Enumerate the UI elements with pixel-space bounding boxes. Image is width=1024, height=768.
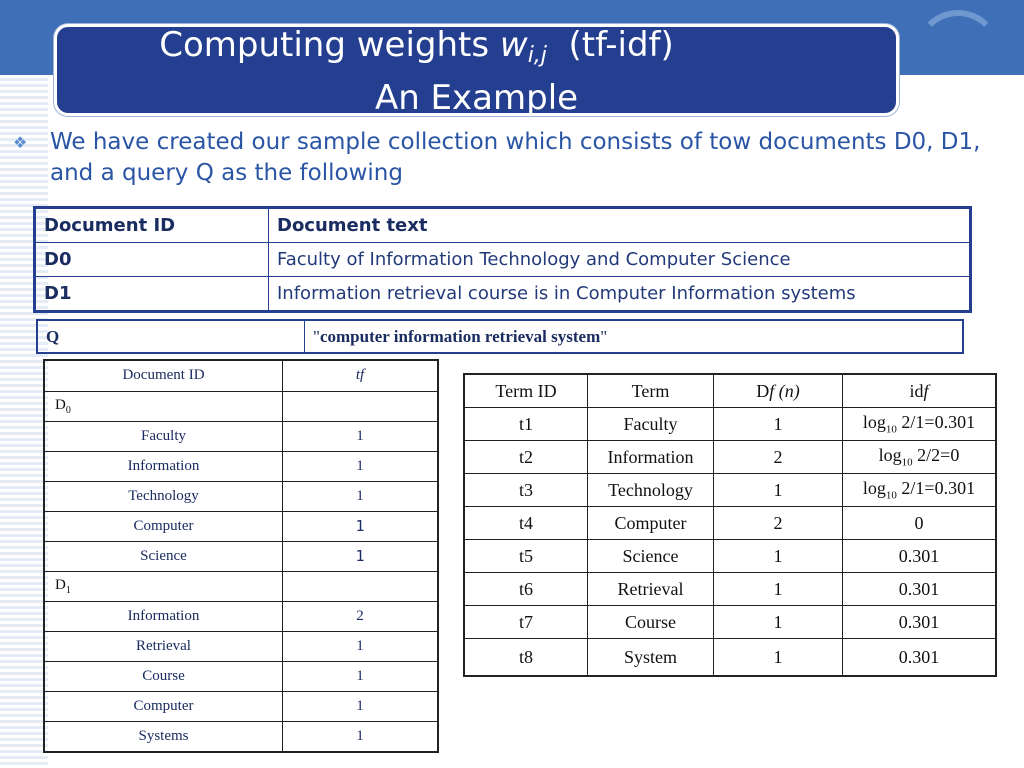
log-base: 10: [885, 489, 897, 502]
table-row: [464, 408, 996, 441]
empty-cell: [283, 391, 439, 421]
tf-cell: 1: [283, 541, 439, 571]
idf-expression: 2/1=0.301: [901, 412, 976, 433]
table-row: [44, 451, 438, 481]
header-term: Term: [588, 374, 714, 408]
title-w: w: [499, 25, 528, 65]
doc-id: D1: [35, 277, 269, 312]
tf-cell: 1: [283, 481, 439, 511]
table-row: [44, 511, 438, 541]
table-row: [464, 573, 996, 606]
df-cell: 1: [714, 606, 843, 639]
df-cell: 1: [714, 573, 843, 606]
term-id-cell: t6: [464, 573, 588, 606]
bullet-text: We have created our sample collection which consists of tow documents D0, D1, and a query Q as the following: [50, 129, 981, 186]
tf-cell: 1: [283, 631, 439, 661]
term-cell: System: [588, 639, 714, 677]
idf-f: f: [923, 380, 929, 401]
term-cell: Course: [588, 606, 714, 639]
term-id-cell: t3: [464, 474, 588, 507]
close-quote: ": [600, 326, 608, 346]
term-id-cell: t5: [464, 540, 588, 573]
group-row: [44, 391, 438, 421]
table-header-row: [44, 360, 438, 391]
term-cell: Faculty: [44, 421, 283, 451]
term-id-cell: t7: [464, 606, 588, 639]
table-row: [464, 507, 996, 540]
tf-cell: 2: [283, 601, 439, 631]
idf-cell: 0.301: [843, 606, 997, 639]
table-row: [44, 481, 438, 511]
side-stripes: [0, 75, 48, 768]
empty-cell: [283, 571, 439, 601]
slide-title: [54, 24, 899, 119]
table-row: [44, 631, 438, 661]
df-cell: 1: [714, 639, 843, 677]
query-cell: [305, 320, 964, 353]
df-cell: 2: [714, 441, 843, 474]
idf-table: [463, 373, 997, 677]
log-base: 10: [901, 456, 913, 469]
df-cell: 2: [714, 507, 843, 540]
df-cell: 1: [714, 540, 843, 573]
group-subscript: 1: [65, 584, 71, 596]
tf-cell: 1: [283, 421, 439, 451]
table-row: [44, 661, 438, 691]
tf-label: tf: [355, 367, 365, 384]
idf-cell: 0.301: [843, 639, 997, 677]
df-d: D: [756, 380, 770, 401]
term-cell: Computer: [44, 511, 283, 541]
table-row: [44, 541, 438, 571]
term-cell: Technology: [588, 474, 714, 507]
table-row: [44, 721, 438, 752]
tf-cell: 1: [283, 511, 439, 541]
idf-cell: 0: [843, 507, 997, 540]
term-id-cell: t8: [464, 639, 588, 677]
header-tf: [283, 360, 439, 391]
group-subscript: 0: [65, 404, 71, 416]
term-cell: Information: [44, 601, 283, 631]
df-cell: 1: [714, 474, 843, 507]
table-row: [464, 606, 996, 639]
tf-cell: 1: [283, 451, 439, 481]
table-row: [464, 441, 996, 474]
doc-id: D0: [35, 243, 269, 277]
log-base: 10: [885, 423, 897, 436]
table-row: [35, 277, 971, 312]
table-row: [44, 691, 438, 721]
term-cell: Retrieval: [44, 631, 283, 661]
title-tail: (tf-idf): [568, 25, 674, 65]
header-document-text: Document text: [269, 208, 971, 243]
table-row: [44, 421, 438, 451]
table-row: [464, 474, 996, 507]
group-letter: D: [55, 576, 66, 593]
term-id-cell: t2: [464, 441, 588, 474]
idf-cell: 0.301: [843, 540, 997, 573]
header-idf: [843, 374, 997, 408]
term-cell: Information: [44, 451, 283, 481]
idf-expression: 2/2=0: [917, 445, 960, 466]
idf-expression: 2/1=0.301: [901, 478, 976, 499]
term-cell: Computer: [588, 507, 714, 540]
table-row: [464, 639, 996, 677]
tf-cell: 1: [283, 691, 439, 721]
idf-id: id: [909, 380, 924, 401]
diamond-bullet-icon: ❖: [13, 133, 28, 152]
group-label: [44, 391, 283, 421]
doc-text: Information retrieval course is in Computer Information systems: [269, 277, 971, 312]
term-cell: Systems: [44, 721, 283, 752]
term-cell: Course: [44, 661, 283, 691]
table-row: [35, 243, 971, 277]
idf-cell: [843, 474, 997, 507]
term-cell: Science: [44, 541, 283, 571]
term-cell: Information: [588, 441, 714, 474]
header-term-id: Term ID: [464, 374, 588, 408]
title-subscript: i,j: [527, 43, 547, 68]
log-word: log: [862, 412, 886, 433]
title-line-2: An Example: [374, 78, 579, 118]
header-document-id: Document ID: [44, 360, 283, 391]
term-cell: Science: [588, 540, 714, 573]
group-label: [44, 571, 283, 601]
df-cell: 1: [714, 408, 843, 441]
group-row: [44, 571, 438, 601]
table-header-row: [464, 374, 996, 408]
table-row: [464, 540, 996, 573]
header-df: [714, 374, 843, 408]
term-id-cell: t4: [464, 507, 588, 540]
df-n: (n): [778, 380, 800, 401]
term-cell: Computer: [44, 691, 283, 721]
open-quote: ": [313, 326, 320, 346]
query-table: [36, 319, 964, 354]
title-text: Computing weights: [159, 25, 490, 65]
tf-cell: 1: [283, 661, 439, 691]
term-cell: Faculty: [588, 408, 714, 441]
tf-cell: 1: [283, 721, 439, 752]
idf-cell: [843, 441, 997, 474]
df-f: f: [769, 380, 775, 401]
idf-cell: [843, 408, 997, 441]
table-row: [44, 601, 438, 631]
log-word: log: [878, 445, 902, 466]
term-cell: Technology: [44, 481, 283, 511]
query-text: computer information retrieval system: [319, 326, 601, 346]
group-letter: D: [55, 396, 66, 413]
query-label: Q: [37, 320, 305, 353]
header-document-id: Document ID: [35, 208, 269, 243]
title-line-1: [54, 24, 899, 77]
term-frequency-table: [43, 359, 439, 753]
idf-cell: 0.301: [843, 573, 997, 606]
table-row: [37, 320, 963, 353]
term-id-cell: t1: [464, 408, 588, 441]
document-table: [33, 206, 972, 313]
term-cell: Retrieval: [588, 573, 714, 606]
doc-text: Faculty of Information Technology and Computer Science: [269, 243, 971, 277]
decorative-arc: [915, 10, 1001, 96]
log-word: log: [862, 478, 886, 499]
table-header-row: [35, 208, 971, 243]
